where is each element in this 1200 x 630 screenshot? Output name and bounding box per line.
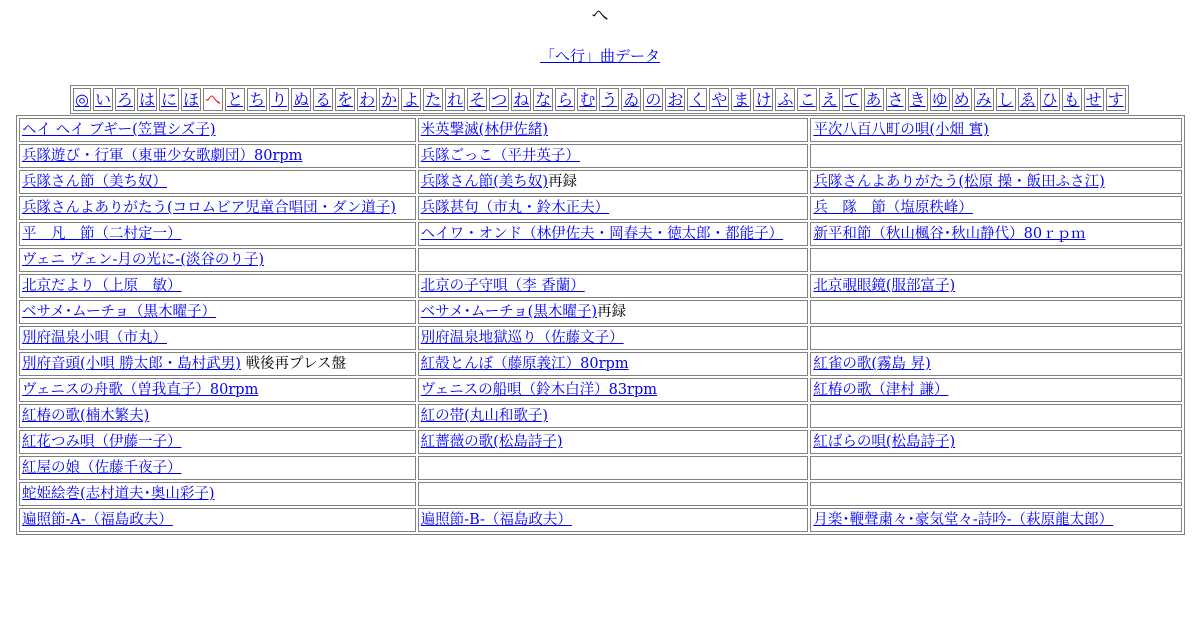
- song-link[interactable]: 北京の子守唄（李 香蘭）: [420, 278, 585, 294]
- kana-nav-link[interactable]: さ: [887, 90, 904, 109]
- kana-nav-link[interactable]: ね: [513, 90, 530, 109]
- song-table-body: [19, 118, 1182, 532]
- song-cell: [19, 482, 416, 506]
- kana-nav-link[interactable]: ち: [249, 90, 266, 109]
- song-cell: [19, 274, 416, 298]
- song-link[interactable]: 兵隊ごっこ（平井英子）: [420, 148, 580, 164]
- song-link[interactable]: 北京だより（上原 敏）: [22, 278, 182, 294]
- kana-nav-link[interactable]: せ: [1085, 90, 1102, 109]
- song-cell: [810, 170, 1182, 194]
- song-link[interactable]: 紅花つみ唄（伊藤一子）: [22, 434, 182, 450]
- kana-nav-link[interactable]: ほ: [183, 90, 200, 109]
- song-cell: [418, 196, 809, 220]
- kana-nav-link[interactable]: も: [1063, 90, 1080, 109]
- song-cell: [418, 352, 809, 376]
- song-cell: [418, 144, 809, 168]
- song-cell: [418, 222, 809, 246]
- kana-nav-link[interactable]: え: [821, 90, 838, 109]
- kana-nav-link[interactable]: ろ: [116, 90, 133, 109]
- kana-nav-item[interactable]: [401, 88, 421, 111]
- song-cell: [418, 170, 809, 194]
- kana-nav-item[interactable]: [159, 88, 179, 111]
- kana-nav-link[interactable]: や: [711, 90, 728, 109]
- song-link[interactable]: 別府温泉小唄（市丸）: [22, 330, 167, 346]
- song-note: 再録: [597, 304, 626, 320]
- table-row: [19, 508, 1182, 532]
- kana-nav-item[interactable]: [93, 88, 113, 111]
- song-link[interactable]: 紅ばらの唄(松島詩子): [813, 434, 956, 450]
- kana-nav-link[interactable]: く: [689, 90, 706, 109]
- kana-nav-item[interactable]: [115, 88, 135, 111]
- kana-nav-link[interactable]: る: [315, 90, 332, 109]
- song-cell: [418, 274, 809, 298]
- kana-nav-link[interactable]: め: [953, 90, 970, 109]
- song-cell: [810, 196, 1182, 220]
- table-row: [19, 326, 1182, 350]
- song-cell: [19, 196, 416, 220]
- kana-nav-item[interactable]: [357, 88, 377, 111]
- kana-nav-item[interactable]: [819, 88, 839, 111]
- kana-nav-item[interactable]: [137, 88, 157, 111]
- kana-nav-item[interactable]: [423, 88, 443, 111]
- song-cell: [19, 300, 416, 324]
- song-cell: [810, 430, 1182, 454]
- song-cell: [19, 248, 416, 272]
- kana-nav-item[interactable]: [952, 88, 972, 111]
- kana-nav-item[interactable]: [1062, 88, 1082, 111]
- song-cell: [19, 144, 416, 168]
- table-row: [19, 430, 1182, 454]
- kana-nav-link[interactable]: り: [271, 90, 288, 109]
- song-cell: [418, 300, 809, 324]
- song-link[interactable]: ヴェニスの船唄（鈴木白洋）83rpm: [420, 382, 658, 398]
- song-table: [16, 115, 1185, 535]
- song-cell: [19, 222, 416, 246]
- song-cell: [418, 456, 809, 480]
- kana-nav-link[interactable]: き: [909, 90, 926, 109]
- page-subtitle[interactable]: [0, 46, 1200, 66]
- kana-nav-link[interactable]: と: [227, 90, 244, 109]
- kana-nav-link[interactable]: う: [601, 90, 618, 109]
- song-link[interactable]: 兵隊さん節（美ち奴）: [22, 174, 167, 190]
- song-link[interactable]: ヘイ ヘイ ブギー(笠置シズ子): [22, 122, 216, 138]
- kana-nav-link[interactable]: ふ: [777, 90, 794, 109]
- kana-nav-item[interactable]: [1084, 88, 1104, 111]
- song-cell: [418, 248, 809, 272]
- kana-nav-link[interactable]: の: [645, 90, 662, 109]
- kana-nav-item[interactable]: [621, 88, 641, 111]
- song-link[interactable]: ヴェニスの舟歌（曽我直子）80rpm: [22, 382, 259, 398]
- table-row: [19, 456, 1182, 480]
- kana-nav-item[interactable]: [775, 88, 795, 111]
- kana-nav-link[interactable]: む: [579, 90, 596, 109]
- kana-nav-link[interactable]: に: [161, 90, 178, 109]
- song-link[interactable]: 紅屋の娘（佐藤千夜子）: [22, 460, 182, 476]
- table-row: [19, 144, 1182, 168]
- song-link[interactable]: 遍照節-A-（福島政夫）: [22, 512, 173, 528]
- kana-nav-link[interactable]: か: [381, 90, 398, 109]
- kana-nav-link[interactable]: ゆ: [931, 90, 948, 109]
- kana-nav-link[interactable]: れ: [447, 90, 464, 109]
- song-link[interactable]: 紅椿の歌（津村 謙）: [813, 382, 949, 398]
- kana-nav-link[interactable]: ゑ: [1019, 90, 1036, 109]
- song-cell: [19, 456, 416, 480]
- kana-nav-item[interactable]: [247, 88, 267, 111]
- kana-nav-item[interactable]: [709, 88, 729, 111]
- kana-nav-item[interactable]: [908, 88, 928, 111]
- song-cell: [810, 456, 1182, 480]
- song-link[interactable]: 紅雀の歌(霧島 昇): [813, 356, 931, 372]
- kana-nav-item[interactable]: [313, 88, 333, 111]
- kana-nav-item[interactable]: [996, 88, 1016, 111]
- song-cell: [418, 508, 809, 532]
- kana-nav-link[interactable]: ま: [733, 90, 750, 109]
- kana-nav-item[interactable]: [753, 88, 773, 111]
- song-link[interactable]: 遍照節-B-（福島政夫）: [420, 512, 572, 528]
- kana-nav-item[interactable]: [511, 88, 531, 111]
- song-link[interactable]: 別府音頭(小唄 勝太郎・島村武男): [22, 356, 241, 372]
- kana-nav-item[interactable]: [1018, 88, 1038, 111]
- song-link[interactable]: 新平和節（秋山楓谷･秋山静代）80ｒｐｍ: [813, 226, 1086, 242]
- kana-nav-link[interactable]: た: [425, 90, 442, 109]
- song-cell: [19, 352, 416, 376]
- song-link[interactable]: 月楽･鞭聲粛々･豪気堂々-詩吟-（萩原龍太郎）: [813, 512, 1114, 528]
- table-row: [19, 196, 1182, 220]
- kana-nav-item[interactable]: [269, 88, 289, 111]
- kana-nav-item[interactable]: [599, 88, 619, 111]
- song-cell: [810, 352, 1182, 376]
- kana-nav-item[interactable]: [974, 88, 994, 111]
- song-link[interactable]: 紅殻とんぼ（藤原義江）80rpm: [420, 356, 629, 372]
- kana-nav-link[interactable]: わ: [359, 90, 376, 109]
- kana-nav-link[interactable]: は: [139, 90, 156, 109]
- song-cell: [810, 118, 1182, 142]
- table-row: [19, 222, 1182, 246]
- kana-nav-link[interactable]: て: [843, 90, 860, 109]
- kana-nav-item[interactable]: [533, 88, 553, 111]
- kana-nav-item[interactable]: [467, 88, 487, 111]
- table-row: [19, 118, 1182, 142]
- kana-nav-item[interactable]: [73, 88, 91, 111]
- kana-nav-link[interactable]: を: [337, 90, 354, 109]
- song-cell: [810, 404, 1182, 428]
- kana-nav-item[interactable]: [643, 88, 663, 111]
- song-cell: [19, 170, 416, 194]
- song-cell: [810, 326, 1182, 350]
- kana-nav-link[interactable]: ら: [557, 90, 574, 109]
- table-row: [19, 404, 1182, 428]
- song-cell: [19, 404, 416, 428]
- kana-nav-item[interactable]: [864, 88, 884, 111]
- song-link[interactable]: 北京覗眼鏡(服部富子): [813, 278, 956, 294]
- song-link[interactable]: 兵隊さんよありがたう(コロムビア児童合唱団・ダン道子): [22, 200, 396, 216]
- table-row: [19, 378, 1182, 402]
- song-cell: [810, 482, 1182, 506]
- song-cell: [810, 248, 1182, 272]
- song-cell: [810, 378, 1182, 402]
- song-cell: [810, 274, 1182, 298]
- song-cell: [810, 508, 1182, 532]
- kana-nav-item[interactable]: [886, 88, 906, 111]
- song-cell: [418, 404, 809, 428]
- kana-nav-item[interactable]: [445, 88, 465, 111]
- song-link[interactable]: ベサメ･ムーチョ（黒木曜子）: [22, 304, 217, 320]
- kana-nav-link[interactable]: こ: [799, 90, 816, 109]
- table-row: [19, 352, 1182, 376]
- kana-nav-item[interactable]: [842, 88, 862, 111]
- song-note: 戦後再プレス盤: [240, 356, 347, 372]
- song-link[interactable]: 兵 隊 節（塩原秩峰）: [813, 200, 973, 216]
- song-link[interactable]: ヴェニ ヴェン-月の光に-(淡谷のり子): [22, 252, 265, 268]
- kana-nav-item[interactable]: [731, 88, 751, 111]
- kana-nav-item: へ: [205, 90, 222, 109]
- kana-nav-item[interactable]: [555, 88, 575, 111]
- table-row: [19, 248, 1182, 272]
- page-title: へ: [591, 6, 609, 26]
- kana-nav-link[interactable]: け: [755, 90, 772, 109]
- song-link[interactable]: 紅薔薇の歌(松島詩子): [420, 434, 563, 450]
- song-cell: [19, 378, 416, 402]
- kana-nav-link[interactable]: な: [535, 90, 552, 109]
- song-cell: [19, 326, 416, 350]
- song-cell: [418, 430, 809, 454]
- kana-nav-item[interactable]: [489, 88, 509, 111]
- kana-nav-item[interactable]: [379, 88, 399, 111]
- kana-nav-link[interactable]: よ: [403, 90, 420, 109]
- kana-nav-link[interactable]: そ: [469, 90, 486, 109]
- song-link[interactable]: ヘイワ・オンド（林伊佐夫・岡春夫・徳太郎・都能子）: [420, 226, 784, 242]
- kana-nav-link[interactable]: す: [1107, 90, 1124, 109]
- kana-nav-item[interactable]: [665, 88, 685, 111]
- kana-nav-link[interactable]: ぬ: [293, 90, 310, 109]
- kana-nav-link[interactable]: お: [667, 90, 684, 109]
- table-row: [19, 300, 1182, 324]
- kana-nav-item[interactable]: [225, 88, 245, 111]
- kana-nav-link[interactable]: ◎: [75, 90, 89, 109]
- song-link[interactable]: 紅の帯(丸山和歌子): [420, 408, 548, 424]
- song-cell: [810, 144, 1182, 168]
- kana-nav-link[interactable]: ゐ: [623, 90, 640, 109]
- song-cell: [19, 508, 416, 532]
- song-link[interactable]: 兵隊甚句（市丸・鈴木正夫）: [420, 200, 610, 216]
- song-cell: [19, 430, 416, 454]
- song-link[interactable]: 平 凡 節（二村定一）: [22, 226, 182, 242]
- kana-nav-item[interactable]: [687, 88, 707, 111]
- kana-nav-item[interactable]: [577, 88, 597, 111]
- song-cell: [810, 300, 1182, 324]
- kana-nav-row: [73, 88, 1126, 111]
- song-cell: [418, 118, 809, 142]
- kana-nav-item[interactable]: [797, 88, 817, 111]
- song-cell: [19, 118, 416, 142]
- kana-nav-link[interactable]: ひ: [1041, 90, 1058, 109]
- kana-nav-bar: [70, 85, 1129, 114]
- kana-nav-link[interactable]: つ: [491, 90, 508, 109]
- song-link[interactable]: 兵隊さん節(美ち奴): [420, 174, 548, 190]
- song-link[interactable]: 米英撃滅(林伊佐緒): [420, 122, 548, 138]
- kana-nav-link[interactable]: し: [997, 90, 1014, 109]
- song-link[interactable]: 別府温泉地獄巡り（佐藤文子）: [420, 330, 624, 346]
- kana-nav-item[interactable]: [335, 88, 355, 111]
- kana-nav-item[interactable]: [291, 88, 311, 111]
- song-link[interactable]: ベサメ･ムーチョ(黒木曜子): [420, 304, 597, 320]
- table-row: [19, 482, 1182, 506]
- kana-nav-item[interactable]: [930, 88, 950, 111]
- song-link[interactable]: 平次八百八町の唄(小畑 實): [813, 122, 989, 138]
- kana-nav-item[interactable]: [181, 88, 201, 111]
- subtitle-link[interactable]: 「へ行」曲データ: [539, 47, 660, 65]
- kana-nav-item[interactable]: [1040, 88, 1060, 111]
- kana-nav-item[interactable]: [1106, 88, 1126, 111]
- table-row: [19, 170, 1182, 194]
- song-cell: [810, 222, 1182, 246]
- song-link[interactable]: 兵隊遊び・行軍（東亜少女歌劇団）80rpm: [22, 148, 303, 164]
- song-link[interactable]: 兵隊さんよありがたう(松原 操・飯田ふさ江): [813, 174, 1105, 190]
- song-note: 再録: [548, 174, 577, 190]
- kana-nav-link[interactable]: み: [975, 90, 992, 109]
- song-cell: [418, 326, 809, 350]
- song-cell: [418, 378, 809, 402]
- song-link[interactable]: 蛇姫絵巻(志村道夫･奥山彩子): [22, 486, 215, 502]
- song-link[interactable]: 紅椿の歌(楠木繁夫): [22, 408, 150, 424]
- kana-nav-link[interactable]: あ: [865, 90, 882, 109]
- kana-nav-link[interactable]: い: [94, 90, 111, 109]
- table-row: [19, 274, 1182, 298]
- song-cell: [418, 482, 809, 506]
